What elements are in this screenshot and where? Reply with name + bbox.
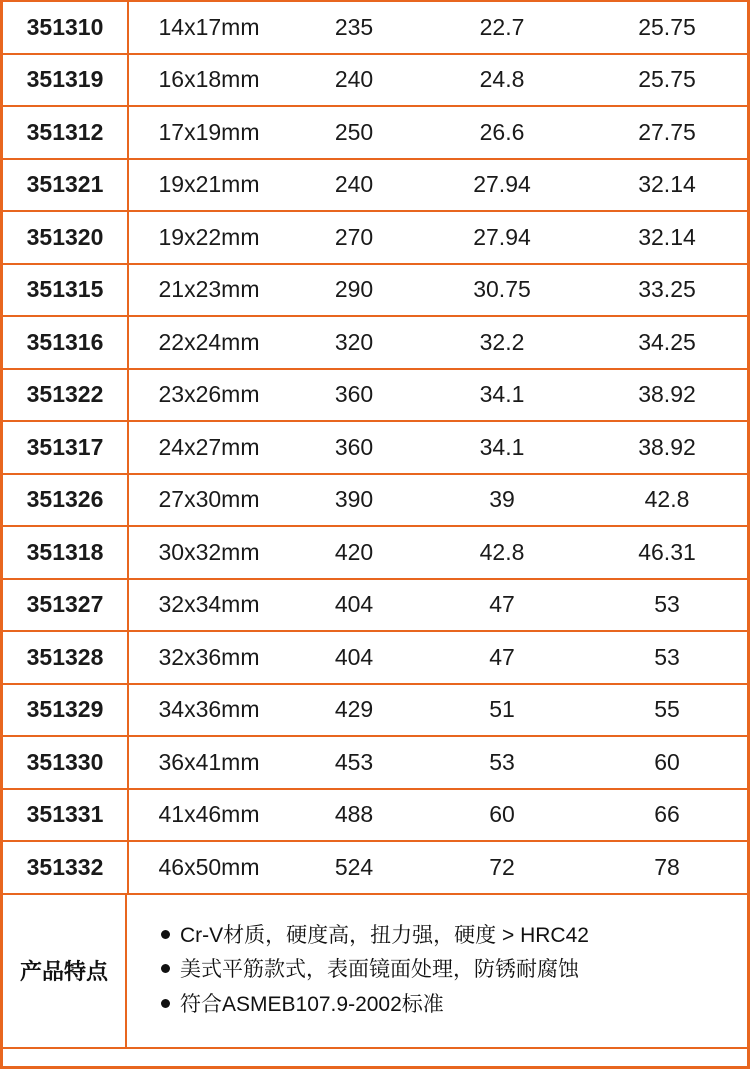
cell-length: 250 xyxy=(289,106,419,159)
table-row xyxy=(3,159,749,212)
product-features-list xyxy=(127,895,747,1047)
cell-weight-2: 33.25 xyxy=(585,264,749,317)
cell-length: 360 xyxy=(289,369,419,422)
feature-item xyxy=(161,919,747,953)
cell-length: 524 xyxy=(289,841,419,894)
cell-weight-2: 53 xyxy=(585,631,749,684)
product-features-label: 产品特点 xyxy=(3,895,127,1047)
table-row xyxy=(3,474,749,527)
cell-weight-2: 78 xyxy=(585,841,749,894)
cell-weight-1: 26.6 xyxy=(419,106,585,159)
cell-weight-1: 47 xyxy=(419,631,585,684)
cell-weight-1: 34.1 xyxy=(419,369,585,422)
cell-model: 351327 xyxy=(3,579,128,632)
cell-weight-2: 42.8 xyxy=(585,474,749,527)
table-row xyxy=(3,54,749,107)
cell-size: 27x30mm xyxy=(128,474,289,527)
cell-length: 290 xyxy=(289,264,419,317)
cell-length: 404 xyxy=(289,579,419,632)
cell-model: 351332 xyxy=(3,841,128,894)
cell-model: 351331 xyxy=(3,789,128,842)
cell-size: 19x21mm xyxy=(128,159,289,212)
cell-size: 21x23mm xyxy=(128,264,289,317)
cell-model: 351312 xyxy=(3,106,128,159)
cell-length: 240 xyxy=(289,54,419,107)
cell-weight-2: 34.25 xyxy=(585,316,749,369)
cell-weight-1: 32.2 xyxy=(419,316,585,369)
bullet-icon xyxy=(161,964,170,973)
feature-text: 符合ASMEB107.9-2002标准 xyxy=(180,992,444,1016)
cell-length: 240 xyxy=(289,159,419,212)
bullet-icon xyxy=(161,930,170,939)
cell-size: 22x24mm xyxy=(128,316,289,369)
cell-weight-2: 53 xyxy=(585,579,749,632)
specification-table xyxy=(3,0,749,895)
cell-length: 420 xyxy=(289,526,419,579)
feature-item xyxy=(161,988,747,1022)
cell-model: 351315 xyxy=(3,264,128,317)
product-features-row xyxy=(3,895,747,1049)
table-row xyxy=(3,526,749,579)
cell-weight-2: 46.31 xyxy=(585,526,749,579)
cell-size: 41x46mm xyxy=(128,789,289,842)
cell-model: 351329 xyxy=(3,684,128,737)
cell-model: 351310 xyxy=(3,1,128,54)
cell-size: 16x18mm xyxy=(128,54,289,107)
table-row xyxy=(3,1,749,54)
cell-weight-1: 39 xyxy=(419,474,585,527)
table-row xyxy=(3,421,749,474)
cell-model: 351328 xyxy=(3,631,128,684)
feature-text: 美式平筋款式，表面镜面处理，防锈耐腐蚀 xyxy=(180,958,579,982)
cell-model: 351316 xyxy=(3,316,128,369)
cell-weight-2: 32.14 xyxy=(585,211,749,264)
cell-length: 453 xyxy=(289,736,419,789)
cell-weight-1: 42.8 xyxy=(419,526,585,579)
cell-weight-2: 38.92 xyxy=(585,421,749,474)
table-row xyxy=(3,369,749,422)
cell-size: 23x26mm xyxy=(128,369,289,422)
cell-model: 351326 xyxy=(3,474,128,527)
cell-length: 390 xyxy=(289,474,419,527)
cell-weight-1: 34.1 xyxy=(419,421,585,474)
table-row xyxy=(3,684,749,737)
cell-size: 24x27mm xyxy=(128,421,289,474)
table-row xyxy=(3,841,749,894)
cell-weight-2: 60 xyxy=(585,736,749,789)
cell-weight-1: 27.94 xyxy=(419,159,585,212)
table-row xyxy=(3,211,749,264)
bullet-icon xyxy=(161,999,170,1008)
cell-size: 34x36mm xyxy=(128,684,289,737)
cell-weight-1: 51 xyxy=(419,684,585,737)
cell-length: 429 xyxy=(289,684,419,737)
table-row xyxy=(3,736,749,789)
cell-weight-1: 53 xyxy=(419,736,585,789)
cell-weight-1: 24.8 xyxy=(419,54,585,107)
table-row xyxy=(3,579,749,632)
table-row xyxy=(3,316,749,369)
cell-model: 351317 xyxy=(3,421,128,474)
cell-size: 30x32mm xyxy=(128,526,289,579)
cell-weight-1: 30.75 xyxy=(419,264,585,317)
cell-size: 36x41mm xyxy=(128,736,289,789)
cell-size: 17x19mm xyxy=(128,106,289,159)
cell-weight-2: 55 xyxy=(585,684,749,737)
table-row xyxy=(3,264,749,317)
cell-weight-1: 60 xyxy=(419,789,585,842)
cell-weight-2: 25.75 xyxy=(585,54,749,107)
cell-size: 46x50mm xyxy=(128,841,289,894)
cell-weight-2: 25.75 xyxy=(585,1,749,54)
cell-model: 351321 xyxy=(3,159,128,212)
table-row xyxy=(3,631,749,684)
feature-item xyxy=(161,953,747,987)
cell-length: 235 xyxy=(289,1,419,54)
cell-size: 14x17mm xyxy=(128,1,289,54)
table-row xyxy=(3,789,749,842)
cell-weight-2: 66 xyxy=(585,789,749,842)
cell-model: 351319 xyxy=(3,54,128,107)
cell-model: 351330 xyxy=(3,736,128,789)
cell-model: 351322 xyxy=(3,369,128,422)
sheet-bottom-spacer xyxy=(3,1049,747,1087)
cell-length: 488 xyxy=(289,789,419,842)
cell-weight-1: 27.94 xyxy=(419,211,585,264)
cell-model: 351318 xyxy=(3,526,128,579)
cell-weight-2: 38.92 xyxy=(585,369,749,422)
cell-model: 351320 xyxy=(3,211,128,264)
feature-text: Cr-V材质，硬度高，扭力强，硬度 > HRC42 xyxy=(180,924,589,948)
cell-length: 270 xyxy=(289,211,419,264)
cell-size: 19x22mm xyxy=(128,211,289,264)
cell-weight-1: 72 xyxy=(419,841,585,894)
cell-size: 32x34mm xyxy=(128,579,289,632)
cell-size: 32x36mm xyxy=(128,631,289,684)
cell-length: 404 xyxy=(289,631,419,684)
cell-length: 320 xyxy=(289,316,419,369)
cell-length: 360 xyxy=(289,421,419,474)
cell-weight-1: 22.7 xyxy=(419,1,585,54)
table-row xyxy=(3,106,749,159)
cell-weight-1: 47 xyxy=(419,579,585,632)
cell-weight-2: 32.14 xyxy=(585,159,749,212)
cell-weight-2: 27.75 xyxy=(585,106,749,159)
